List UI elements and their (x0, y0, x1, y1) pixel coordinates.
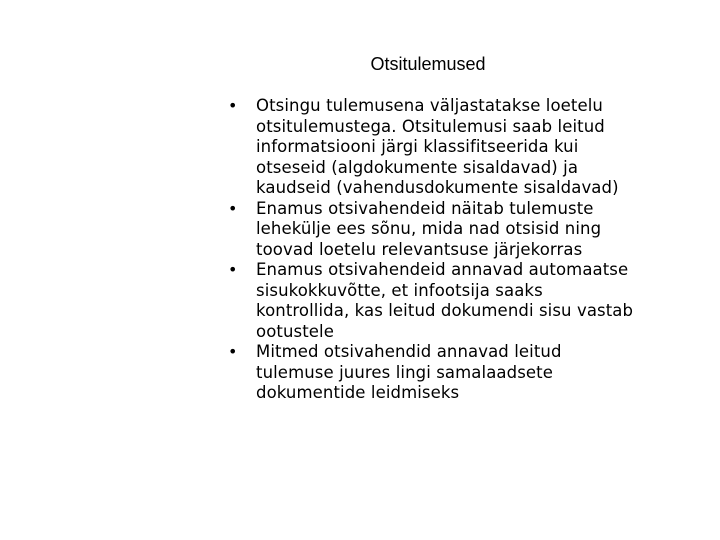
bullet-list (226, 96, 696, 404)
bullet-line: toovad loetelu relevantsuse järjekorras (256, 239, 583, 259)
bullet-item-3 (226, 260, 696, 342)
bullet-line: dokumentide leidmiseks (256, 383, 460, 402)
bullet-line: Otsingu tulemusena väljastatakse loetelu (256, 96, 603, 115)
bullet-marker: • (228, 260, 238, 279)
bullet-line: ootustele (256, 321, 334, 341)
bullet-line: Mitmed otsivahendid annavad leitud (256, 342, 562, 361)
bullet-line: tulemuse juures lingi samalaadsete (256, 362, 553, 382)
bullet-line: informatsiooni järgi klassifitseerida kui (256, 137, 579, 156)
bullet-line: sisukokkuvõtte, et infootsija saaks (256, 280, 543, 300)
bullet-marker: • (228, 96, 238, 115)
slide-title: Otsitulemused (370, 54, 486, 74)
bullet-marker: • (228, 198, 238, 218)
bullet-marker: • (228, 342, 238, 361)
bullet-line: Enamus otsivahendeid annavad automaatse (256, 260, 629, 279)
bullet-line: lehekülje ees sõnu, mida nad otsisid ning (256, 219, 602, 238)
bullet-item-4 (226, 342, 696, 404)
bullet-line: otsitulemustega. Otsitulemusi saab leitud (256, 116, 605, 136)
bullet-line: kontrollida, kas leitud dokumendi sisu vastab (256, 301, 634, 320)
bullet-item-2 (226, 199, 696, 261)
bullet-line: otseseid (algdokumente sisaldavad) ja (256, 157, 579, 177)
bullet-line: Enamus otsivahendeid näitab tulemuste (256, 198, 594, 218)
bullet-line: kaudseid (vahendusdokumente sisaldavad) (256, 178, 619, 197)
bullet-item-1 (226, 96, 696, 199)
